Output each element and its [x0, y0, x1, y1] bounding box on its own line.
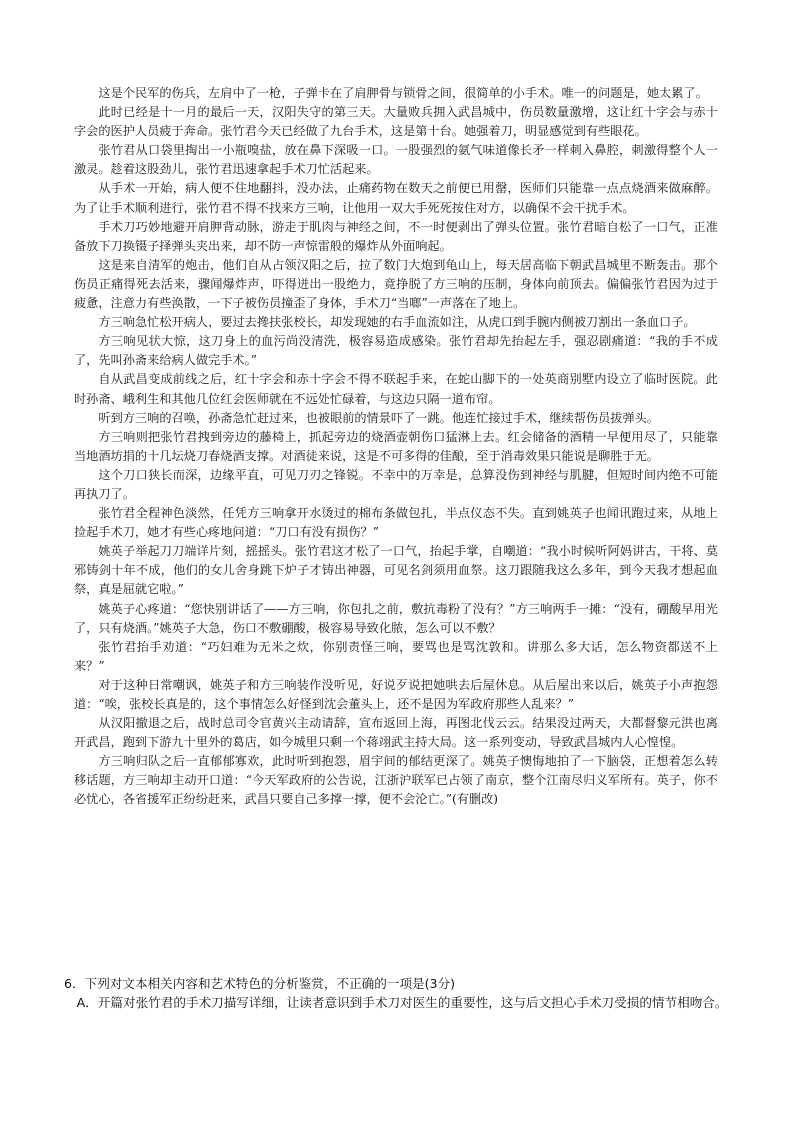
story-paragraph: 从汉阳撤退之后，战时总司令官黄兴主动请辞，宣布返回上海，再图北伐云云。结果没过两天，大都督黎元洪也离开武昌，跑到下游九十里外的葛店，如今城里只剩一个蒋翊武主持大局。这一系列变动，导致武昌城内人心惶惶。 [74, 716, 718, 750]
option-a: A．开篇对张竹君的手术刀描写详细，让读者意识到手术刀对医生的重要性，这与后文担心手术刀受损的情节相吻合。 [76, 994, 728, 1010]
story-paragraph: 自从武昌变成前线之后，红十字会和赤十字会不得不联起手来，在蛇山脚下的一处英商别墅内设立了临时医院。此时孙斋、峨利生和其他几位红会医师就在不远处忙碌着，与这边只隔一道布帘。 [74, 372, 718, 406]
story-paragraph: 姚英子举起刀刀端详片刻，摇摇头。张竹君这才松了一口气，抬起手掌，自嘲道：“我小时候听阿妈讲古，干将、莫邪铸剑十年不成，他们的女儿舍身跳下炉子才铸出神器，可见名剑须用血祭。这刀跟随我这么多年，到今天我才想起血祭，真是屈就它啦。” [74, 544, 718, 597]
story-paragraph: 这是个民军的伤兵，左肩中了一枪，子弹卡在了肩胛骨与锁骨之间，很简单的小手术。唯一的问题是，她太累了。 [98, 86, 708, 100]
question-stem: 6．下列对文本相关内容和艺术特色的分析鉴赏，不正确的一项是(3分) [64, 976, 456, 991]
story-paragraph: 这个刀口狭长而深，边缘平直，可见刀刃之锋锐。不幸中的万幸是，总算没伤到神经与肌腱，但短时间内绝不可能再执刀了。 [74, 467, 718, 501]
story-paragraph: 姚英子心疼道：“您快别讲话了——方三响，你包扎之前，敷抗毒粉了没有？”方三响两手一摊：“没有，硼酸早用光了，只有烧酒。”姚英子大急，伤口不敷硼酸，极容易导致化脓，怎么可以不敷？ [74, 601, 718, 635]
story-paragraph: 张竹君从口袋里掏出一小瓶嗅盐，放在鼻下深吸一口。一股强烈的氨气味道像长矛一样刺入鼻腔，刺激得整个人一激灵。趁着这股劲儿，张竹君迅速拿起手术刀忙活起来。 [74, 143, 718, 177]
story-paragraph: 对于这种日常嘲讽，姚英子和方三响装作没听见，好说歹说把她哄去后屋休息。从后屋出来以后，姚英子小声抱怨道：“唉，张校长真是的，这个事情怎么好怪到沈会董头上，还不是因为军政府那些人乱来？” [74, 677, 718, 711]
question-6 [64, 975, 729, 1013]
story-paragraph: 听到方三响的召唤，孙斋急忙赶过来，也被眼前的情景吓了一跳。他连忙接过手术，继续帮伤员拔弹头。 [98, 410, 660, 425]
story-paragraph: 张竹君抬手劝道：“巧妇难为无米之炊，你别责怪三响，要骂也是骂沈敦和。讲那么多大话，怎么物资都送不上来？” [74, 639, 718, 673]
story-paragraph: 手术刀巧妙地避开肩胛背动脉，游走于肌肉与神经之间，不一时便剥出了弹头位置。张竹君暗自松了一口气，正准备放下刀换镊子择弹头夹出来，却不防一声惊雷般的爆炸从外面响起。 [74, 219, 718, 253]
story-paragraph: 这是来自清军的炮击，他们自从占领汉阳之后，拉了数门大炮到龟山上，每天居高临下朝武昌城里不断轰击。那个伤员正痛得死去活来，骤闻爆炸声，吓得迸出一股绝力，竟挣脱了方三响的压制，身体向前顶去。偏偏张竹君因为过于疲惫，注意力有些涣散，一下子被伤员撞歪了身体，手术刀“当啷”一声落在了地上。 [74, 257, 718, 311]
story-paragraph: 张竹君全程神色淡然，任凭方三响拿开水烫过的棉布条做包扎，半点仪态不失。直到姚英子也闻讯跑过来，从地上捡起手术刀，她才有些心疼地问道：“刀口有没有损伤？” [74, 506, 718, 540]
story-text [74, 84, 718, 810]
story-paragraph: 方三响归队之后一直郁郁寡欢，此时听到抱怨，眉宇间的郁结更深了。姚英子懊悔地拍了一下脑袋，正想着怎么转移话题，方三响却主动开口道：“今天军政府的公告说，江浙沪联军已占领了南京，整个江南尽归义军所有。英子，你不必忧心，各省援军正纷纷赶来，武昌只要自己多撑一撑，便不会沦亡。”(有删改) [74, 754, 718, 807]
story-paragraph: 方三响则把张竹君拽到旁边的藤椅上，抓起旁边的烧酒壶朝伤口猛淋上去。红会储备的酒精一早便用尽了，只能靠当地酒坊捐的十几坛烧刀春烧酒支撑。对酒徒来说，这是不可多得的佳酿，至于消毒效果只能说是聊胜于无。 [74, 429, 718, 463]
story-paragraph: 方三响急忙松开病人，要过去搀扶张校长，却发现她的右手血流如注，从虎口到手腕内侧被刀割出一条血口子。 [98, 315, 696, 330]
story-paragraph: 方三响见状大惊，这刀身上的血污尚没清洗，极容易造成感染。张竹君却先抬起左手，强忍剧痛道：“我的手不成了，先叫孙斋来给病人做完手术。” [74, 334, 718, 368]
story-paragraph: 此时已经是十一月的最后一天，汉阳失守的第三天。大量败兵拥入武昌城中，伤员数量激增，这让红十字会与赤十字会的医护人员疲于奔命。张竹君今天已经做了九台手术，这是第十台。她强着刀，明显感觉到有些眼花。 [74, 105, 718, 139]
story-paragraph: 从手术一开始，病人便不住地翻抖，没办法，止痛药物在数天之前便已用罄，医师们只能靠一点点烧酒来做麻醉。为了让手术顺利进行，张竹君不得不找来方三响，让他用一双大手死死按住对方，以确保不会干扰手术。 [74, 181, 718, 215]
